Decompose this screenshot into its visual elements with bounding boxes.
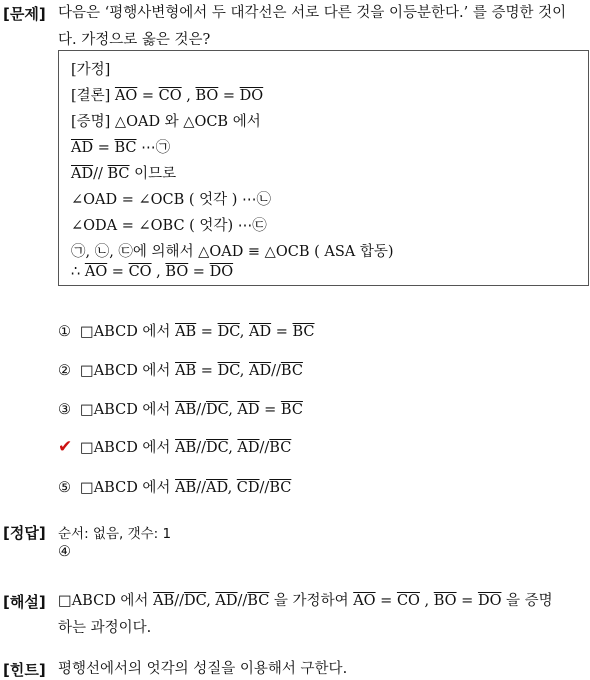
problem-line-2: 다. 가정으로 옳은 것은? [58, 32, 211, 48]
choice-2[interactable]: ② □ABCD 에서 $\overline{AB} = \overline{DC}$, $\overline{AD}//\overline{BC}$ [58, 363, 303, 379]
answer-order-count: 순서: 없음, 갯수: 1 [58, 526, 172, 542]
proof-step-2: ∠OAD = ∠OCB ( 엇각 ) ⋯㉡ [71, 192, 272, 208]
proof-intro: [증명] △OAD 와 △OCB 에서 [71, 114, 261, 130]
choice-4[interactable]: ✔ □ABCD 에서 $\overline{AB}//\overline{DC}$, $\overline{AD}//\overline{BC}$ [58, 437, 292, 457]
proof-assume: [가정] [71, 62, 111, 78]
proof-step-3: ∠ODA = ∠OBC ( 엇각) ⋯㉢ [71, 218, 267, 234]
answer-label: [정답] [3, 524, 46, 542]
problem-label: [문제] [3, 5, 46, 23]
choice-marker: ① [58, 324, 71, 340]
explanation-label: [해설] [3, 593, 46, 611]
proof-congruence: ㉠, ㉡, ㉢에 의해서 △OAD ≡ △OCB ( ASA 합동) [71, 244, 394, 260]
hint-text: 평행선에서의 엇각의 성질을 이용해서 구한다. [58, 661, 348, 677]
proof-therefore: ∴ $\overline{AO} = \overline{CO}$ , $\overline{BO} = \overline{DO}$ [71, 264, 234, 280]
explanation-line-1: □ABCD 에서 $\overline{AB}//\overline{DC}$, $\overline{AD}//\overline{BC}$ 을 가정하여 $\overline{AO} = \overline{CO}$ , $\overline{BO} = \overline{DO}$ 을 증명 [58, 593, 553, 609]
choice-marker: ③ [58, 402, 71, 418]
choice-3[interactable]: ③ □ABCD 에서 $\overline{AB}//\overline{DC}$, $\overline{AD} = \overline{BC}$ [58, 402, 303, 418]
problem-text [58, 0, 588, 54]
proof-step-1: $\overline{AD} = \overline{BC}$ ⋯㉠ [71, 140, 171, 156]
answer-value: ④ [58, 544, 71, 560]
proof-box [58, 50, 589, 286]
explanation-line-2: 하는 과정이다. [58, 620, 152, 636]
problem-line-1: 다음은 ‘평행사변형에서 두 대각선은 서로 다른 것을 이등분한다.’ 를 증명한 것이 [58, 5, 567, 21]
hint-label: [힌트] [3, 661, 46, 679]
choice-1[interactable]: ① □ABCD 에서 $\overline{AB} = \overline{DC}$, $\overline{AD} = \overline{BC}$ [58, 324, 315, 340]
proof-conclusion: [결론] $\overline{AO} = \overline{CO}$ , $\overline{BO} = \overline{DO}$ [71, 88, 264, 104]
proof-step-parallel: $\overline{AD}//$ $\overline{BC}$ 이므로 [71, 166, 177, 182]
check-icon: ✔ [58, 437, 73, 457]
choice-5[interactable]: ⑤ □ABCD 에서 $\overline{AB}//\overline{AD}$, $\overline{CD}//\overline{BC}$ [58, 480, 292, 496]
choice-marker: ② [58, 363, 71, 379]
choice-marker: ⑤ [58, 480, 71, 496]
